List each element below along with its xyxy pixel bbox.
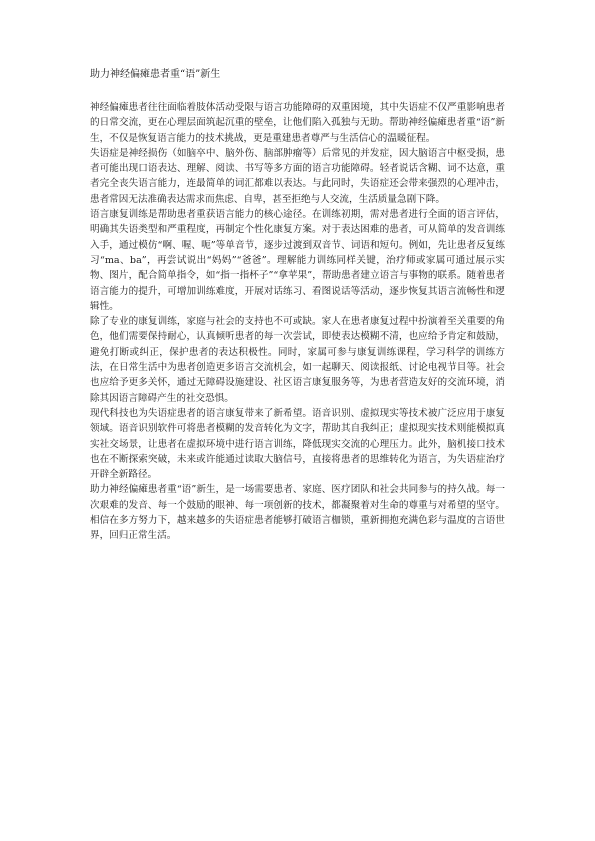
- document-body: [90, 100, 505, 544]
- document-title: 助力神经偏瘫患者重“语”新生: [90, 69, 221, 80]
- paragraph-intro: 神经偏瘫患者往往面临着肢体活动受限与语言功能障碍的双重困境，其中失语症不仅严重影响患者的日常交流，更在心理层面筑起沉重的壁垒，让他们陷入孤独与无助。帮助神经偏瘫患者重“语”新生，不仅是恢复语言能力的技术挑战，更是重建患者尊严与生活信心的温暖征程。: [90, 102, 505, 144]
- paragraph-conclusion: 助力神经偏瘫患者重“语”新生，是一场需要患者、家庭、医疗团队和社会共同参与的持久战。每一次艰难的发音、每一个鼓励的眼神、每一项创新的技术，都凝聚着对生命的尊重与对希望的坚守。相信在多方努力下，越来越多的失语症患者能够打破语言枷锁，重新拥抱充满色彩与温度的言语世界，回归正常生活。: [90, 484, 505, 542]
- paragraph-aphasia-causes: 失语症是神经损伤（如脑卒中、脑外伤、脑部肿瘤等）后常见的并发症，因大脑语言中枢受损，患者可能出现口语表达、理解、阅读、书写等多方面的语言功能障碍。轻者说话含糊、词不达意，重者完全丧失语言能力，连最简单的词汇都难以表达。与此同时，失语症还会带来强烈的心理冲击，患者常因无法准确表达需求而焦虑、自卑，甚至拒绝与人交流，生活质量急剧下降。: [90, 147, 505, 205]
- paragraph-technology: 现代科技也为失语症患者的语言康复带来了新希望。语音识别、虚拟现实等技术被广泛应用于康复领域。语音识别软件可将患者模糊的发音转化为文字，帮助其自我纠正；虚拟现实技术则能模拟真实社交场景，让患者在虚拟环境中进行语言训练，降低现实交流的心理压力。此外，脑机接口技术也在不断探索突破，未来或许能通过读取大脑信号，直接将患者的思维转化为语言，为失语症治疗开辟全新路径。: [90, 407, 505, 481]
- paragraph-family-support: 除了专业的康复训练，家庭与社会的支持也不可或缺。家人在患者康复过程中扮演着至关重要的角色，他们需要保持耐心，认真倾听患者的每一次尝试，即使表达模糊不清，也应给予肯定和鼓励，避免打断或纠正，保护患者的表达积极性。同时，家属可参与康复训练课程，学习科学的训练方法，在日常生活中为患者创造更多语言交流机会，如一起聊天、阅读报纸、讨论电视节目等。社会也应给予更多关怀，通过无障碍设施建设、社区语言康复服务等，为患者营造友好的交流环境，消除其因语言障碍产生的社交恐惧。: [90, 316, 505, 404]
- paragraph-rehab-training: 语言康复训练是帮助患者重获语言能力的核心途径。在训练初期，需对患者进行全面的语言评估，明确其失语类型和严重程度，再制定个性化康复方案。对于表达困难的患者，可从简单的发音训练入手，通过模仿“啊、喔、呃”等单音节，逐步过渡到双音节、词语和短句。例如，先让患者反复练习“ma、ba”，再尝试说出“妈妈”“爸爸”。理解能力训练同样关键，治疗师或家属可通过展示实物、图片，配合简单指令，如“指一指杯子”“拿苹果”，帮助患者建立语言与事物的联系。随着患者语言能力的提升，可增加训练难度，开展对话练习、看图说话等活动，逐步恢复其语言流畅性和逻辑性。: [90, 209, 505, 312]
